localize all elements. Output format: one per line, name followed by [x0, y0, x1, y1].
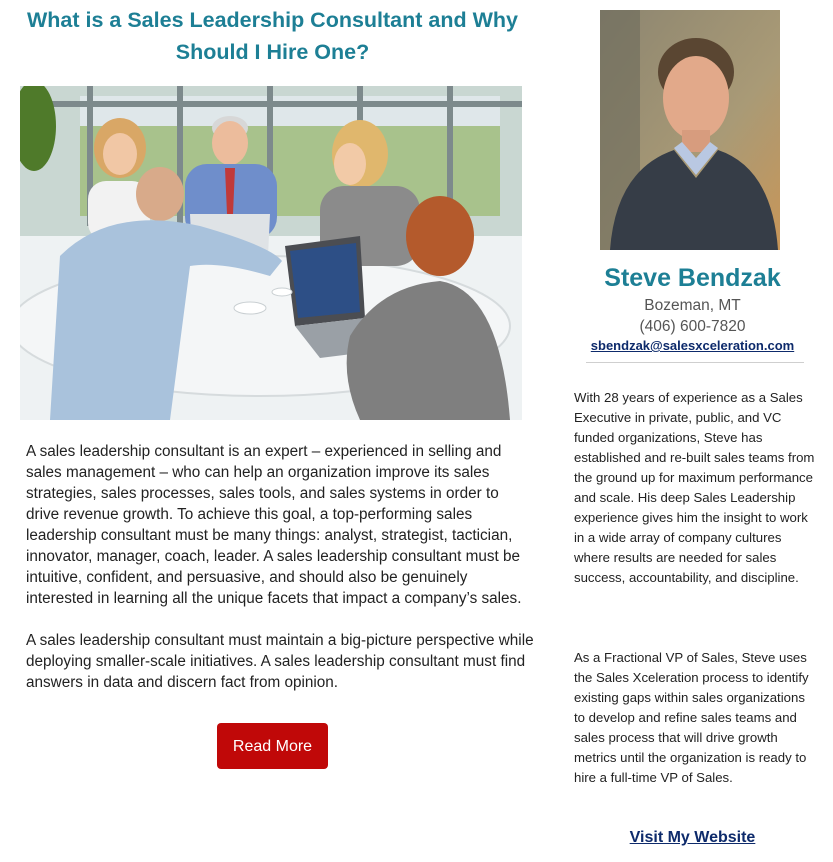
profile-photo	[600, 10, 780, 250]
profile-name: Steve Bendzak	[604, 264, 781, 292]
meeting-photo	[20, 86, 522, 420]
bio-paragraph: As a Fractional VP of Sales, Steve uses the Sales Xceleration process to identify existing gaps within sales organizations to develop and refine sales teams and sales process that will drive growth metrics until the organization is ready to hire a full-time VP of Sales.	[574, 650, 809, 785]
bio-paragraph: With 28 years of experience as a Sales Executive in private, public, and VC funded organizations, Steve has established and re-built sales teams from the ground up for maximum performance and scale. His deep Sales Leadership experience gives him the insight to work in a wide array of company cultures where results are needed for sales success, accountability, and discipline.	[574, 390, 815, 585]
visit-website-link[interactable]: Visit My Website	[629, 829, 756, 846]
email-link[interactable]: sbendzak@salesxceleration.com	[590, 338, 795, 353]
article-title: What is a Sales Leadership Consultant and Why Should I Hire One?	[26, 8, 518, 64]
read-more-button[interactable]: Read More	[217, 723, 328, 769]
article-paragraph: A sales leadership consultant must maintain a big-picture perspective while deploying smaller-scale initiatives. A sales leadership consultant must find answers in data and discern fact from opinion.	[26, 632, 534, 691]
meeting-photo-illustration	[20, 86, 522, 420]
portrait-illustration	[600, 10, 780, 250]
profile-location: Bozeman, MT	[644, 297, 741, 314]
divider	[586, 362, 804, 363]
profile-phone: (406) 600-7820	[639, 318, 746, 335]
article-paragraph: A sales leadership consultant is an expert – experienced in selling and sales management – who can help an organization improve its sales strategies, sales processes, sales tools, and sales systems in order to drive revenue growth. To achieve this goal, a top-performing sales leadership consultant must be many things: analyst, strategist, tactician, innovator, manager, coach, leader. A sales leadership consultant must be intuitive, confident, and persuasive, and should also be genuinely interested in learning all the unique facets that impact a company’s sales.	[26, 443, 522, 607]
